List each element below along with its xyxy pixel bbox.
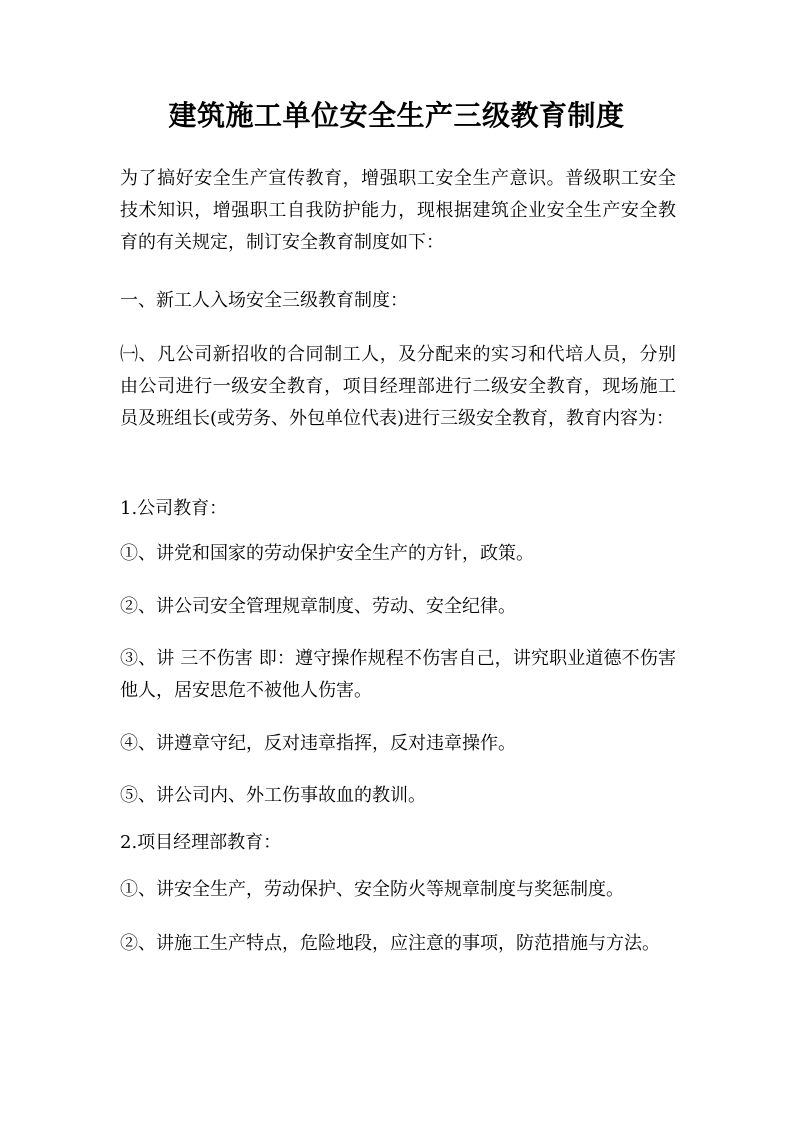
document-title: 建筑施工单位安全生产三级教育制度 — [168, 99, 625, 132]
list-item-1: ①、讲党和国家的劳动保护安全生产的方针，政策。 — [120, 543, 534, 564]
list-item-5: ⑤、讲公司内、外工伤事故血的教训。 — [120, 785, 426, 806]
subheading-company-education: 1.公司教育： — [120, 498, 228, 519]
section-heading-new-workers: 一、新工人入场安全三级教育制度： — [120, 290, 408, 311]
project-list-item-1: ①、讲安全生产，劳动保护、安全防火等规章制度与奖惩制度。 — [120, 879, 624, 900]
list-item-3: ③、讲 三不伤害 即：遵守操作规程不伤害自己，讲究职业道德不伤害他人，居安思危不被他人伤害。 — [120, 648, 676, 701]
list-item-4: ④、讲遵章守纪，反对违章指挥，反对违章操作。 — [120, 733, 516, 754]
clause-paragraph-1: ㈠、凡公司新招收的合同制工人，及分配来的实习和代培人员，分别由公司进行一级安全教育，项目经理部进行二级安全教育，现场施工员及班组长(或劳务、外包单位代表)进行三级安全教育，教育内容为： — [120, 344, 676, 429]
list-item-2: ②、讲公司安全管理规章制度、劳动、安全纪律。 — [120, 596, 516, 617]
intro-paragraph: 为了搞好安全生产宣传教育，增强职工安全生产意识。普级职工安全技术知识，增强职工自我防护能力，现根据建筑企业安全生产安全教育的有关规定，制订安全教育制度如下： — [120, 168, 676, 253]
subheading-project-education: 2.项目经理部教育： — [120, 832, 282, 853]
project-list-item-2: ②、讲施工生产特点，危险地段，应注意的事项，防范措施与方法。 — [120, 933, 660, 954]
